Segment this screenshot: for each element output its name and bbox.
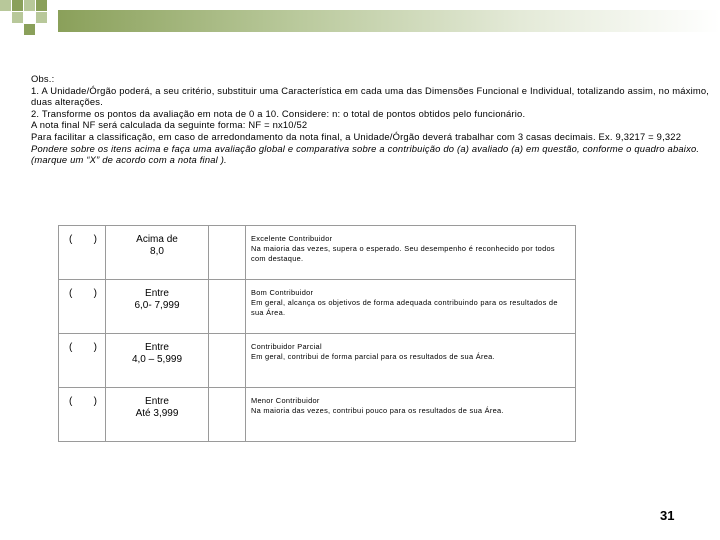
category-description: Na maioria das vezes, contribui pouco para os resultados de sua Área. (251, 406, 504, 415)
open-paren: ( (69, 288, 73, 299)
table-row (59, 334, 576, 388)
open-paren: ( (69, 396, 73, 407)
range-cell (106, 280, 209, 334)
evaluation-table (58, 225, 576, 442)
range-cell (106, 388, 209, 442)
checkbox-cell[interactable] (59, 226, 106, 280)
close-paren: ) (93, 288, 97, 299)
checkbox-cell[interactable] (59, 334, 106, 388)
category-description: Na maioria das vezes, supera o esperado. Seu desempenho é reconhecido por todos com destaque. (251, 244, 555, 263)
range-value: Até 3,999 (135, 408, 179, 419)
open-paren: ( (69, 342, 73, 353)
checkbox-cell[interactable] (59, 388, 106, 442)
spacer-cell (209, 388, 246, 442)
range-label: Entre (145, 396, 169, 407)
table-row (59, 388, 576, 442)
obs-line-1: 1. A Unidade/Órgão poderá, a seu critério, substituir uma Característica em cada uma das Dimensões Funcional e Individual, totalizando assim, no máximo, duas alterações. (31, 84, 710, 108)
range-value: 8,0 (150, 246, 164, 257)
table-row (59, 226, 576, 280)
close-paren: ) (93, 342, 97, 353)
spacer-cell (209, 334, 246, 388)
range-label: Entre (145, 342, 169, 353)
range-cell (106, 334, 209, 388)
obs-title: Obs.: (31, 73, 55, 84)
description-cell (246, 280, 576, 334)
observations-block (31, 73, 711, 166)
range-cell (106, 226, 209, 280)
category-title: Menor Contribuidor (251, 396, 320, 405)
category-title: Contribuidor Parcial (251, 342, 322, 351)
category-title: Excelente Contribuidor (251, 234, 333, 243)
checkbox-cell[interactable] (59, 280, 106, 334)
range-value: 6,0- 7,999 (134, 300, 180, 311)
category-description: Em geral, contribui de forma parcial para os resultados de sua Área. (251, 352, 495, 361)
header-gradient-bar (58, 10, 720, 32)
obs-line-3: A nota final NF será calculada da seguinte forma: NF = nx10/52 (31, 119, 308, 131)
spacer-cell (209, 280, 246, 334)
description-cell (246, 388, 576, 442)
category-title: Bom Contribuidor (251, 288, 314, 297)
range-value: 4,0 – 5,999 (131, 354, 183, 365)
description-cell (246, 226, 576, 280)
description-cell (246, 334, 576, 388)
category-description: Em geral, alcança os objetivos de forma adequada contribuindo para os resultados de sua Área. (251, 298, 558, 317)
spacer-cell (209, 226, 246, 280)
table-row (59, 280, 576, 334)
obs-line-5: Pondere sobre os itens acima e faça uma avaliação global e comparativa sobre a contribuição do (a) avaliado (a) em questão, conforme o quadro abaixo. (marque um “X” de acordo com a nota final ). (31, 142, 700, 166)
obs-line-2: 2. Transforme os pontos da avaliação em nota de 0 a 10. Considere: n: o total de pontos obtidos pelo funcionário. (31, 107, 526, 119)
range-label: Entre (145, 288, 169, 299)
corner-squares-decoration (0, 0, 60, 40)
close-paren: ) (93, 396, 97, 407)
page-number: 31 (660, 508, 675, 523)
range-label: Acima de (136, 234, 178, 245)
obs-line-4: Para facilitar a classificação, em caso de arredondamento da nota final, a Unidade/Órgão deverá trabalhar com 3 casas decimais. Ex. 9,3217 = 9,322 (31, 130, 682, 142)
close-paren: ) (93, 234, 97, 245)
open-paren: ( (69, 234, 73, 245)
